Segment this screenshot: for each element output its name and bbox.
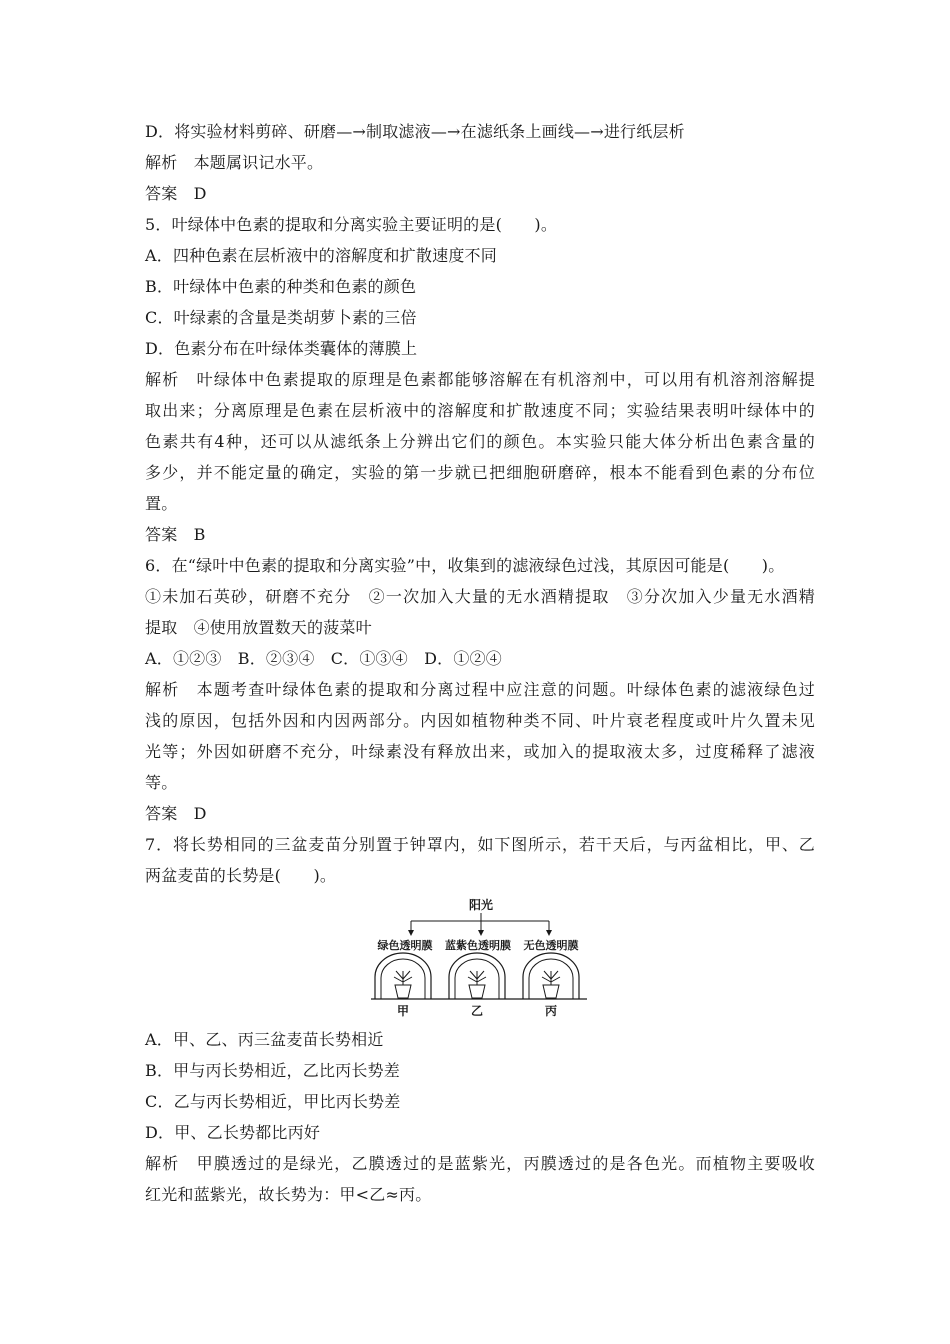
answer-q6: 答案 D [145,804,207,823]
analysis-q5-line5: 置。 [145,494,178,513]
options-q6: A．①②③ B．②③④ C．①③④ D．①②④ [145,649,502,668]
analysis-q6-line3: 光等；外因如研磨不充分，叶绿素没有释放出来，或加入的提取液太多，过度稀释了滤液 [145,742,815,761]
analysis-q7-line2: 红光和蓝紫光，故长势为：甲<乙≈丙。 [145,1185,432,1204]
question-6-items-line2: 提取 ④使用放置数天的菠菜叶 [145,618,372,637]
analysis-q6-line2: 浅的原因，包括外因和内因两部分。内因如植物种类不同、叶片衰老程度或叶片久置未见 [145,711,815,730]
analysis-q5-line1: 解析 叶绿体中色素提取的原理是色素都能够溶解在有机溶剂中，可以用有机溶剂溶解提 [145,370,815,389]
analysis-q5-line2: 取出来；分离原理是色素在层析液中的溶解度和扩散速度不同；实验结果表明叶绿体中的 [145,401,815,420]
film-label-bluepurple: 蓝紫色透明膜 [445,939,511,952]
pot-label-jia: 甲 [396,1004,410,1018]
answer-q4: 答案 D [145,184,207,203]
bell-jar-jia [375,953,431,999]
analysis-q6-line1: 解析 本题考查叶绿体色素的提取和分离过程中应注意的问题。叶绿体色素的滤液绿色过 [145,680,815,699]
sunlight-label: 阳光 [468,898,494,912]
analysis-q6-line4: 等。 [145,773,178,792]
question-6-items-line1: ①未加石英砂，研磨不充分 ②一次加入大量的无水酒精提取 ③分次加入少量无水酒精 [145,587,815,606]
question-7-line1: 7．将长势相同的三盆麦苗分别置于钟罩内，如下图所示，若干天后，与丙盆相比，甲、乙 [145,835,815,854]
option-b-q5: B．叶绿体中色素的种类和色素的颜色 [145,277,417,296]
option-c-q5: C．叶绿素的含量是类胡萝卜素的三倍 [145,308,417,327]
film-label-clear: 无色透明膜 [523,939,579,952]
analysis-q5-line4: 多少，并不能定量的确定，实验的第一步就已把细胞研磨碎，根本不能看到色素的分布位 [145,463,815,482]
film-label-green: 绿色透明膜 [377,939,433,952]
option-d-q4: D．将实验材料剪碎、研磨—→制取滤液—→在滤纸条上画线—→进行纸层析 [145,122,685,141]
pot-label-bing: 丙 [544,1004,558,1018]
option-c-q7: C．乙与丙长势相近，甲比丙长势差 [145,1092,401,1111]
analysis-q4: 解析 本题属识记水平。 [145,153,324,172]
bell-jar-bing [523,953,579,999]
option-b-q7: B．甲与丙长势相近，乙比丙长势差 [145,1061,400,1080]
option-d-q5: D．色素分布在叶绿体类囊体的薄膜上 [145,339,418,358]
bell-jar-yi [449,953,505,999]
bell-jar-figure [365,895,595,1020]
analysis-q7-line1: 解析 甲膜透过的是绿光，乙膜透过的是蓝紫光，丙膜透过的是各色光。而植物主要吸收 [145,1154,815,1173]
answer-q5: 答案 B [145,525,206,544]
option-d-q7: D．甲、乙长势都比丙好 [145,1123,321,1142]
pot-label-yi: 乙 [470,1004,484,1018]
question-6: 6．在“绿叶中色素的提取和分离实验”中，收集到的滤液绿色过浅，其原因可能是( )。 [145,556,785,575]
analysis-q5-line3: 色素共有4种，还可以从滤纸条上分辨出它们的颜色。本实验只能大体分析出色素含量的 [145,432,815,451]
option-a-q5: A．四种色素在层析液中的溶解度和扩散速度不同 [145,246,497,265]
option-a-q7: A．甲、乙、丙三盆麦苗长势相近 [145,1030,384,1049]
question-7-line2: 两盆麦苗的长势是( )。 [145,866,337,885]
question-5: 5．叶绿体中色素的提取和分离实验主要证明的是( )。 [145,215,558,234]
